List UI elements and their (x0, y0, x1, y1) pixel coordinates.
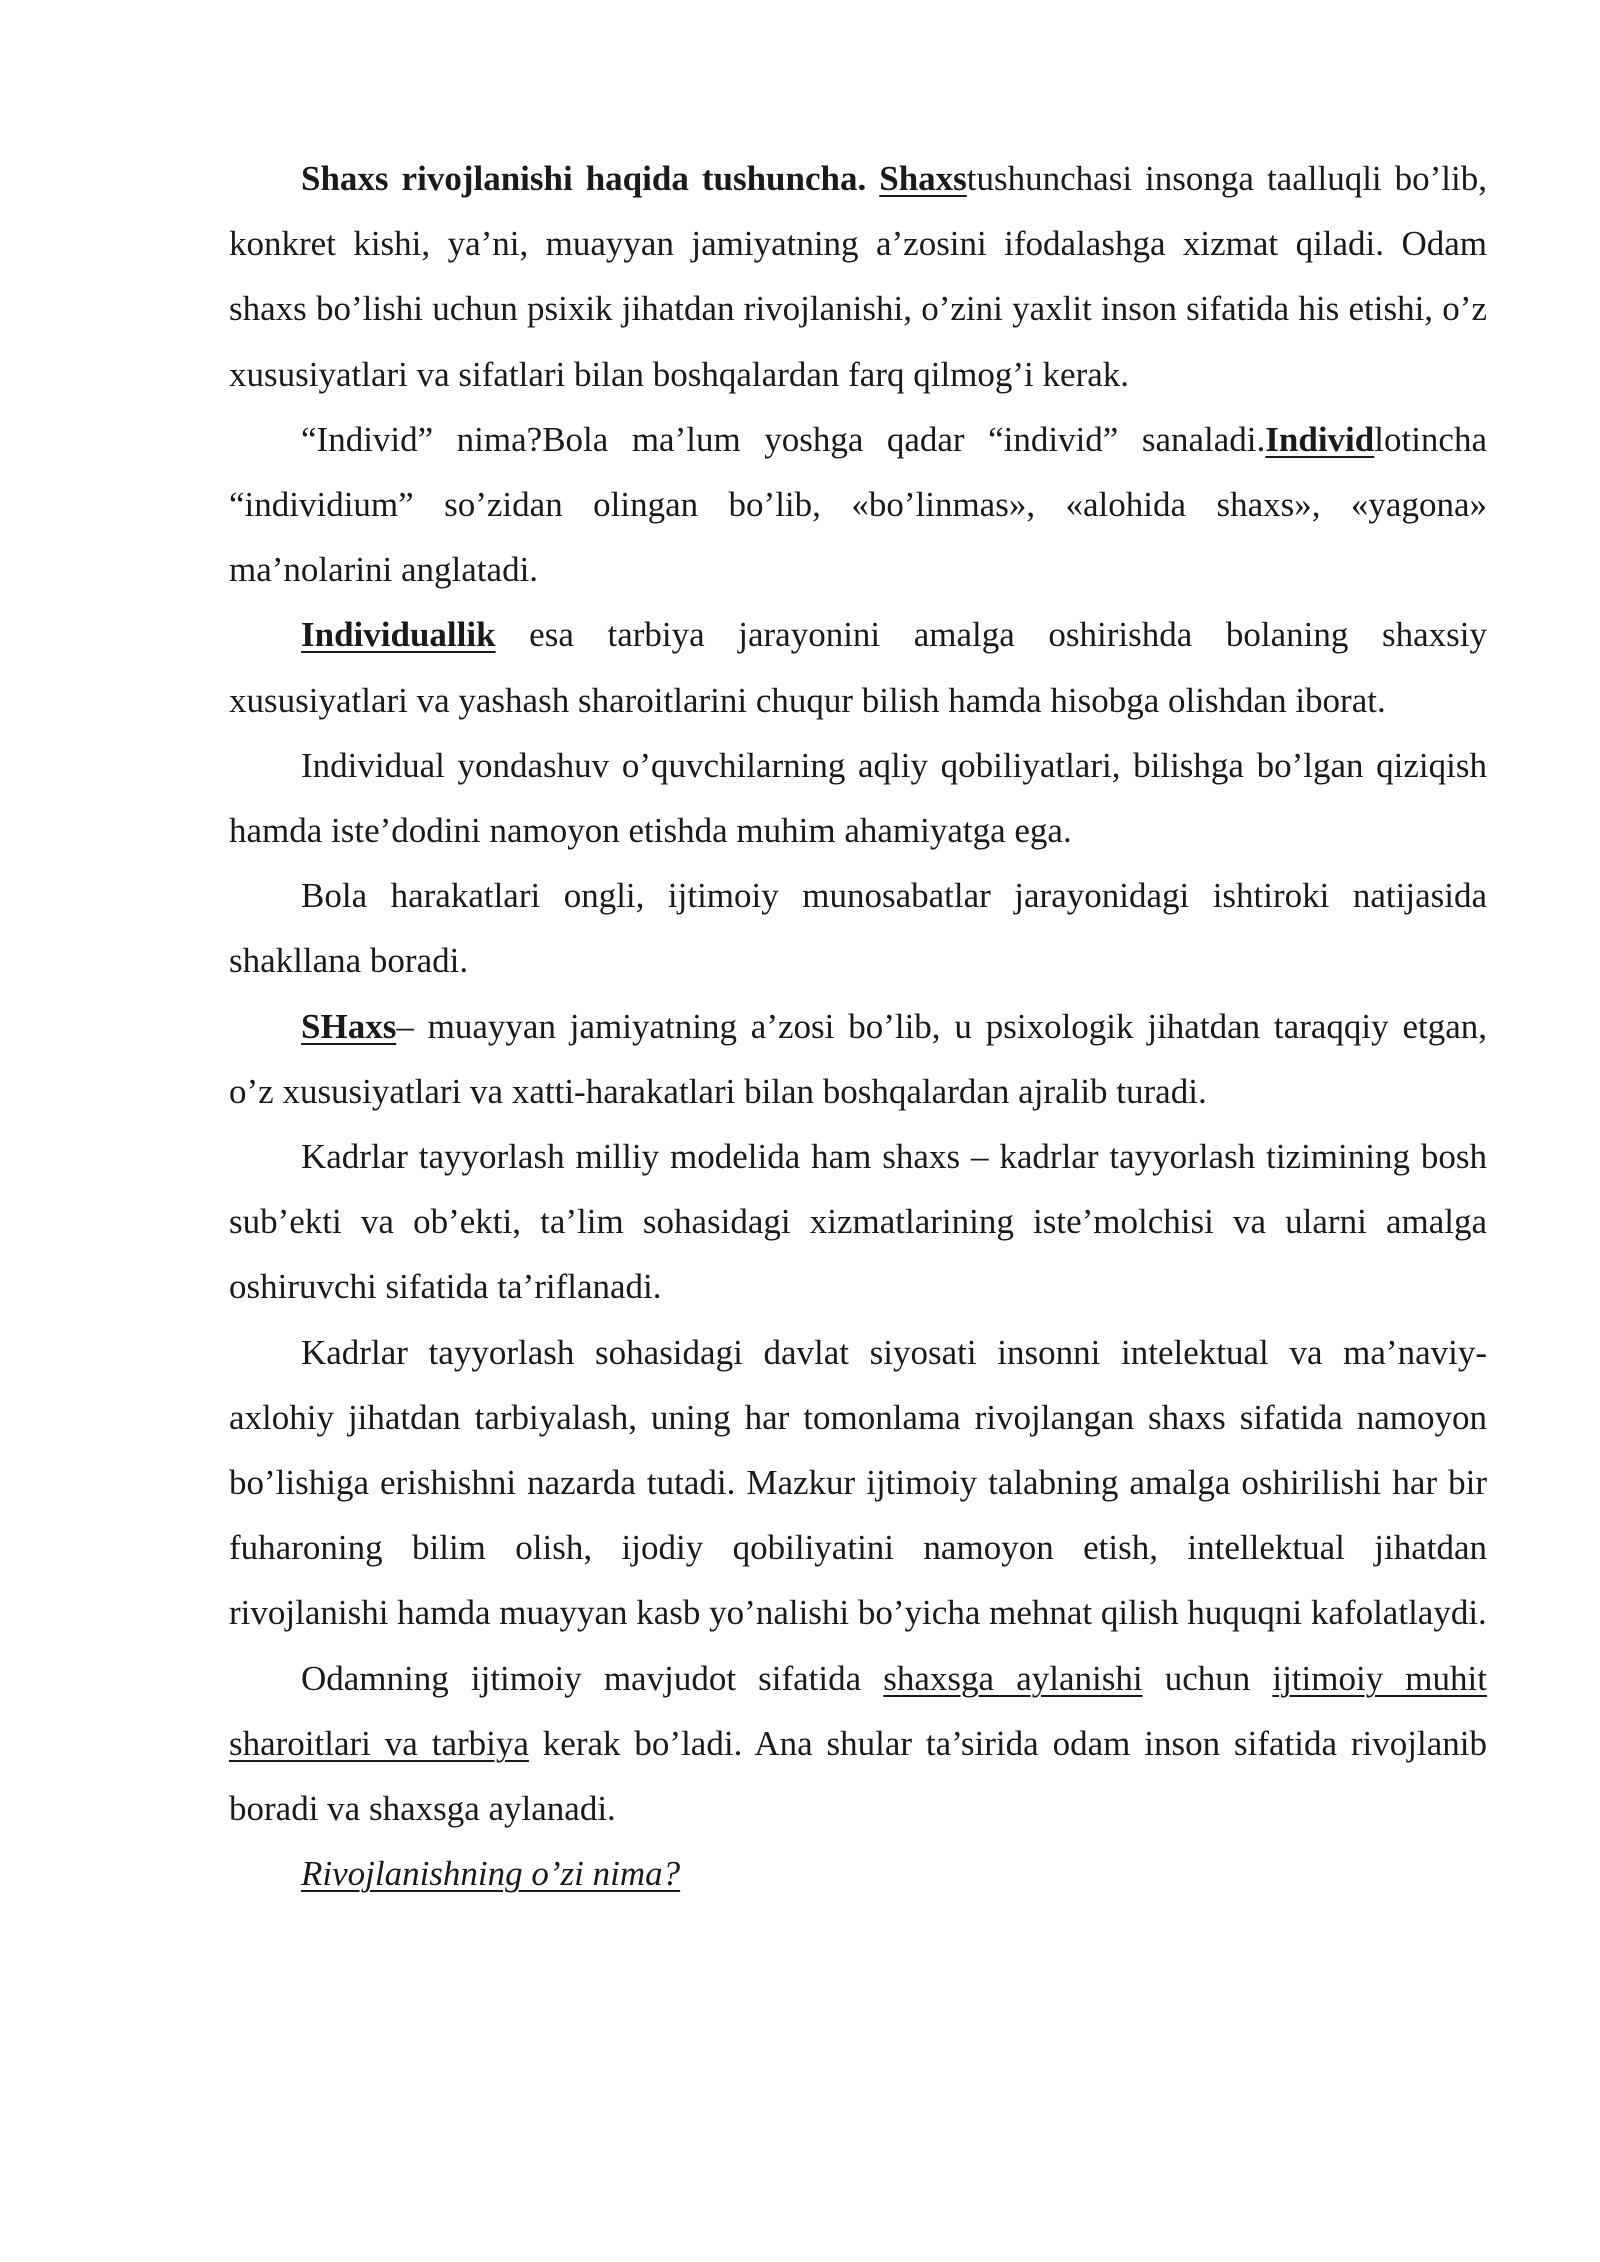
question-heading: Rivojlanishning o’zi nima? (301, 1854, 681, 1894)
body-text: uchun (1142, 1658, 1273, 1698)
body-text: “Individ” nima?Bola ma’lum yoshga qadar “individ” sanaladi. (301, 419, 1266, 459)
body-text: Kadrlar tayyorlash sohasidagi davlat siyosati insonni intelektual va ma’naviy-axlohiy jihatdan tarbiyalash, uning har tomonlama rivojlangan shaxs sifatida namoyon bo’lishiga erishishni nazarda tutadi. Mazkur ijtimoiy talabning amalga oshirilishi har bir fuharoning bilim olish, ijodiy qobiliyatini namoyon etish, intellektual jihatdan rivojlanishi hamda muayyan kasb yo’nalishi bo’yicha mehnat qilish huquqni kafolatlaydi. (229, 1332, 1487, 1633)
heading-run: Shaxs rivojlanishi haqida tushuncha. (301, 159, 880, 198)
term-individ: Individ (1265, 419, 1375, 459)
underlined-phrase: ijtimoiy muhit sharoitlari va tarbiya (229, 1658, 1487, 1763)
term-individuallik: Individuallik (301, 615, 496, 655)
body-text: Bola harakatlari ongli, ijtimoiy munosabatlar jarayonidagi ishtiroki natijasida shakllana boradi. (229, 876, 1487, 981)
body-text: lotincha “individium” so’zidan olingan bo’lib, «bo’linmas», «alohida shaxs», «yagona» ma’nolarini anglatadi. (229, 419, 1487, 590)
paragraph-bola-harakatlari (229, 863, 1487, 993)
underlined-phrase: shaxsga aylanishi (883, 1658, 1143, 1698)
paragraph-shaxs-jamiyat (229, 994, 1487, 1124)
term-shaxs-caps: SHaxs (301, 1006, 397, 1046)
body-text: kerak bo’ladi. Ana shular ta’sirida odam inson sifatida rivojlanib boradi va shaxsga aylanadi. (229, 1723, 1487, 1829)
paragraph-individ (229, 407, 1487, 603)
paragraph-ijtimoiy-mavjudot (229, 1646, 1487, 1842)
paragraph-individuallik (229, 602, 1487, 732)
paragraph-kadrlar-modeli (229, 1124, 1487, 1320)
body-text: esa tarbiya jarayonini amalga oshirishda bolaning shaxsiy xususiyatlari va yashash sharoitlarini chuqur bilish hamda hisobga olishdan iborat. (229, 615, 1487, 720)
document-page (229, 146, 1487, 1906)
paragraph-davlat-siyosati (229, 1320, 1487, 1646)
body-text: – muayyan jamiyatning a’zosi bo’lib, u psixologik jihatdan taraqqiy etgan, o’z xususiyatlari va xatti-harakatlari bilan boshqalardan ajralib turadi. (229, 1006, 1487, 1111)
body-text: Odamning ijtimoiy mavjudot sifatida (301, 1658, 884, 1698)
body-text: Individual yondashuv o’quvchilarning aqliy qobiliyatlari, bilishga bo’lgan qiziqish hamda iste’dodini namoyon etishda muhim ahamiyatga ega. (229, 745, 1487, 851)
body-text: tushunchasi insonga taalluqli bo’lib, konkret kishi, ya’ni, muayyan jamiyatning a’zosini ifodalashga xizmat qiladi. Odam shaxs bo’lishi uchun psixik jihatdan rivojlanishi, o’zini yaxlit inson sifatida his etishi, o’z xususiyatlari va sifatlari bilan boshqalardan farq qilmog’i kerak. (229, 159, 1487, 394)
term-shaxs: Shaxs (879, 159, 967, 198)
paragraph-shaxs-definition (229, 146, 1487, 407)
body-text: Kadrlar tayyorlash milliy modelida ham shaxs – kadrlar tayyorlash tizimining bosh sub’ekti va ob’ekti, ta’lim sohasidagi xizmatlarining iste’molchisi va ularni amalga oshiruvchi sifatida ta’riflanadi. (229, 1137, 1487, 1307)
paragraph-individual-yondashuv (229, 733, 1487, 863)
paragraph-question (229, 1841, 1487, 1906)
